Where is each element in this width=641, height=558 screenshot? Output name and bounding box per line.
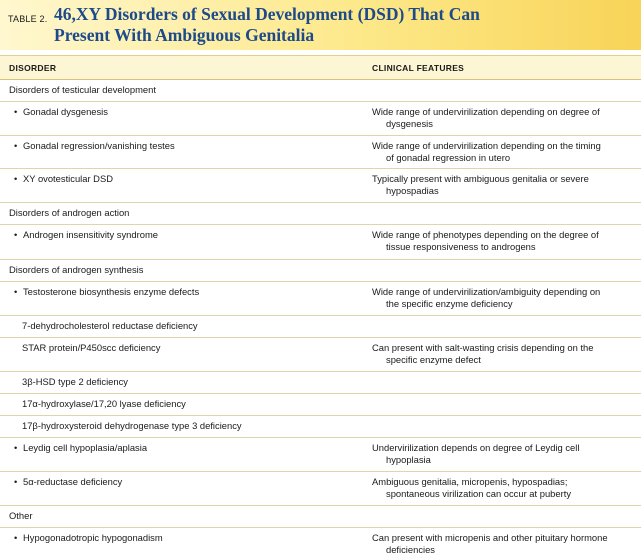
feature-line: tissue responsiveness to androgens	[386, 241, 536, 253]
table-row	[0, 393, 641, 416]
disorder-cell	[14, 229, 354, 241]
clinical-features-cell	[372, 106, 634, 130]
disorder-cell	[14, 532, 354, 544]
feature-line: hypospadias	[386, 185, 439, 197]
table-title-line-1: 46,XY Disorders of Sexual Development (DSD) That Can	[54, 4, 480, 24]
clinical-features-cell	[372, 229, 634, 253]
table-row	[0, 101, 641, 136]
disorder-name: Leydig cell hypoplasia/aplasia	[23, 442, 148, 453]
feature-line: specific enzyme defect	[386, 354, 481, 366]
feature-line: spontaneous virilization can occur at puberty	[386, 488, 572, 500]
disorder-cell	[14, 286, 354, 298]
feature-line: Ambiguous genitalia, micropenis, hypospadias;	[372, 476, 568, 487]
table-row	[0, 259, 641, 282]
feature-line: Wide range of undervirilization/ambiguity depending on	[372, 286, 601, 297]
clinical-features-cell	[372, 173, 634, 197]
bullet-icon: •	[14, 476, 18, 487]
table-row	[0, 415, 641, 438]
table-row	[0, 527, 641, 558]
disorder-cell	[14, 442, 354, 454]
clinical-features-cell	[372, 286, 634, 310]
table-row	[0, 168, 641, 203]
feature-line: Wide range of undervirilization depending on the timing	[372, 140, 601, 151]
bullet-icon: •	[14, 442, 18, 453]
bullet-icon: •	[14, 532, 18, 543]
feature-line: of gonadal regression in utero	[386, 152, 511, 164]
clinical-features-cell	[372, 532, 634, 556]
disorder-cell: 17β-hydroxysteroid dehydrogenase type 3 deficiency	[22, 420, 242, 431]
table-row	[0, 505, 641, 528]
disorder-name: 5α-reductase deficiency	[23, 476, 123, 487]
feature-line: Undervirilization depends on degree of Leydig cell	[372, 442, 580, 453]
disorder-cell: STAR protein/P450scc deficiency	[22, 342, 161, 353]
disorder-cell	[14, 140, 354, 152]
disorder-name: Gonadal regression/vanishing testes	[23, 140, 175, 151]
table-row	[0, 337, 641, 372]
disorder-cell	[14, 476, 354, 488]
disorder-cell: Disorders of androgen synthesis	[9, 264, 144, 275]
table-row	[0, 281, 641, 316]
disorder-name: XY ovotesticular DSD	[23, 173, 113, 184]
clinical-features-cell	[372, 442, 634, 466]
clinical-features-cell	[372, 476, 634, 500]
disorder-cell: 7-dehydrocholesterol reductase deficiency	[22, 320, 198, 331]
table-title	[54, 4, 614, 46]
feature-line: Wide range of phenotypes depending on the degree of	[372, 229, 599, 240]
disorder-cell: Other	[9, 510, 33, 521]
table-title-band	[0, 0, 641, 50]
feature-line: Typically present with ambiguous genitalia or severe	[372, 173, 589, 184]
disorder-cell: 17α-hydroxylase/17,20 lyase deficiency	[22, 398, 186, 409]
disorder-name: Testosterone biosynthesis enzyme defects	[23, 286, 200, 297]
disorder-cell	[14, 106, 354, 118]
table-label: TABLE 2.	[8, 14, 48, 24]
column-header-clinical-features: CLINICAL FEATURES	[372, 63, 465, 73]
table-row	[0, 202, 641, 225]
clinical-features-cell	[372, 342, 634, 366]
table-row	[0, 224, 641, 260]
feature-line: dysgenesis	[386, 118, 433, 130]
feature-line: Can present with micropenis and other pituitary hormone	[372, 532, 608, 543]
bullet-icon: •	[14, 106, 18, 117]
bullet-icon: •	[14, 173, 18, 184]
disorder-cell	[14, 173, 354, 185]
column-header-disorder: DISORDER	[9, 63, 57, 73]
table-row	[0, 471, 641, 506]
disorder-cell: Disorders of testicular development	[9, 84, 156, 95]
disorder-name: Hypogonadotropic hypogonadism	[23, 532, 163, 543]
disorder-cell: Disorders of androgen action	[9, 207, 130, 218]
bullet-icon: •	[14, 286, 18, 297]
disorder-cell: 3β-HSD type 2 deficiency	[22, 376, 128, 387]
table-row	[0, 135, 641, 169]
table-header-row	[0, 55, 641, 80]
bullet-icon: •	[14, 229, 18, 240]
table-title-line-2: Present With Ambiguous Genitalia	[54, 25, 315, 45]
feature-line: deficiencies	[386, 544, 435, 556]
disorder-name: Gonadal dysgenesis	[23, 106, 108, 117]
table-row	[0, 315, 641, 338]
table-row	[0, 437, 641, 472]
bullet-icon: •	[14, 140, 18, 151]
disorder-name: Androgen insensitivity syndrome	[23, 229, 158, 240]
table-row	[0, 371, 641, 394]
clinical-features-cell	[372, 140, 634, 164]
feature-line: Wide range of undervirilization depending on degree of	[372, 106, 600, 117]
feature-line: the specific enzyme deficiency	[386, 298, 513, 310]
table-row	[0, 79, 641, 102]
feature-line: Can present with salt-wasting crisis depending on the	[372, 342, 594, 353]
feature-line: hypoplasia	[386, 454, 431, 466]
